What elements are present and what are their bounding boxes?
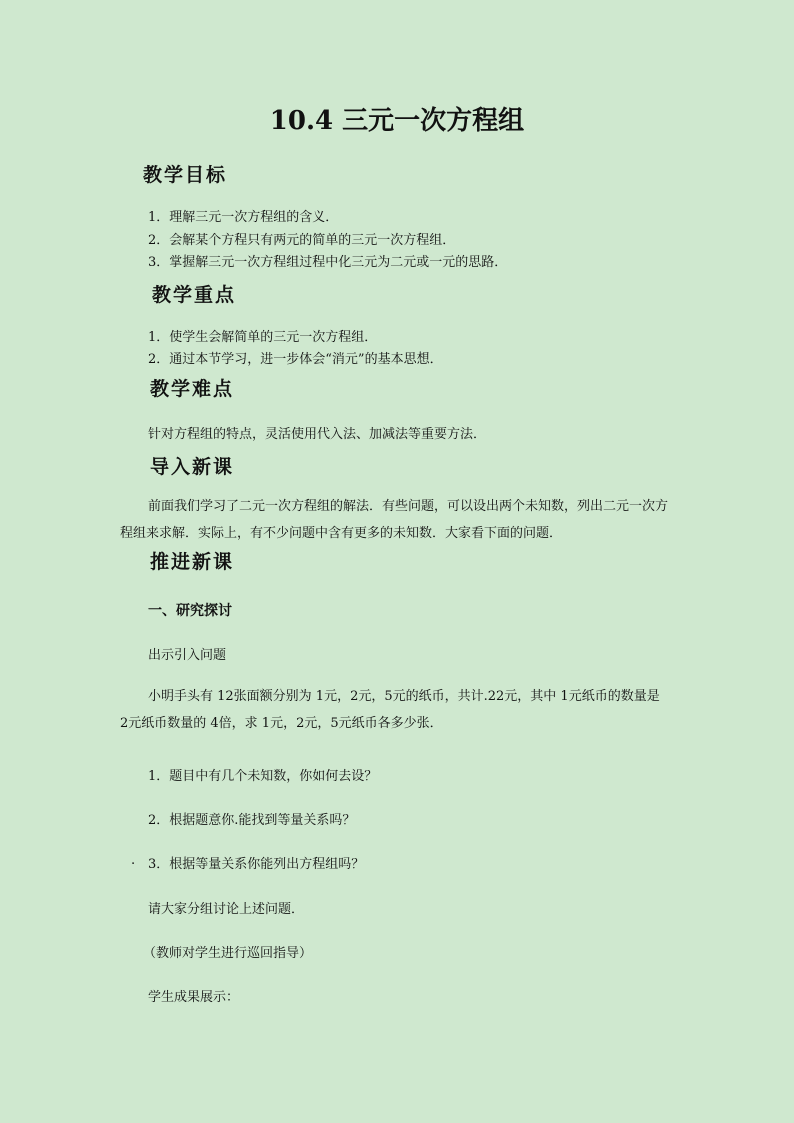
key-point-item-2: 2．通过本节学习，进一步体会“消元”的基本思想． — [148, 352, 443, 367]
difficulties-text: 针对方程组的特点，灵活使用代入法、加减法等重要方法． — [148, 427, 487, 442]
section-subheading: 一、研究探讨 — [148, 603, 232, 619]
teacher-note: （教师对学生进行巡回指导） — [143, 946, 313, 961]
question-item-1: 1．题目中有几个未知数，你如何去设？ — [148, 769, 378, 784]
show-problem-text: 出示引入问题 — [148, 648, 227, 663]
goal-item-2: 2．会解某个方程只有两元的简单的三元一次方程组． — [148, 233, 456, 248]
results-text: 学生成果展示： — [148, 990, 240, 1005]
goal-item-1: 1．理解三元一次方程组的含义． — [148, 210, 339, 225]
question-item-3: 3．根据等量关系你能列出方程组吗？ — [148, 857, 365, 872]
problem-paragraph: 小明手头有 12张面额分别为 1元，2元，5元的纸币，共计.22元，其中 1元纸币的数量是 2元纸币数量的 4倍，求 1元，2元，5元纸币各多少张． — [120, 689, 660, 731]
stray-dot: . — [131, 853, 136, 868]
question-item-2: 2．根据题意你.能找到等量关系吗？ — [148, 813, 356, 828]
intro-paragraph: 前面我们学习了二元一次方程组的解法．有些问题，可以设出两个未知数，列出二元一次方程组来求解．实际上，有不少问题中含有更多的未知数．大家看下面的问题． — [120, 499, 669, 541]
key-points-heading: 教学重点 — [152, 284, 237, 306]
advance-heading: 推进新课 — [150, 551, 235, 573]
key-point-item-1: 1．使学生会解简单的三元一次方程组． — [148, 330, 378, 345]
intro-heading: 导入新课 — [150, 456, 235, 478]
discuss-text: 请大家分组讨论上述问题． — [148, 902, 305, 917]
page-title: 10.4 三元一次方程组 — [269, 106, 525, 136]
difficulties-heading: 教学难点 — [150, 378, 235, 400]
goal-item-3: 3．掌握解三元一次方程组过程中化三元为二元或一元的思路． — [148, 255, 508, 270]
goals-heading: 教学目标 — [143, 164, 228, 186]
